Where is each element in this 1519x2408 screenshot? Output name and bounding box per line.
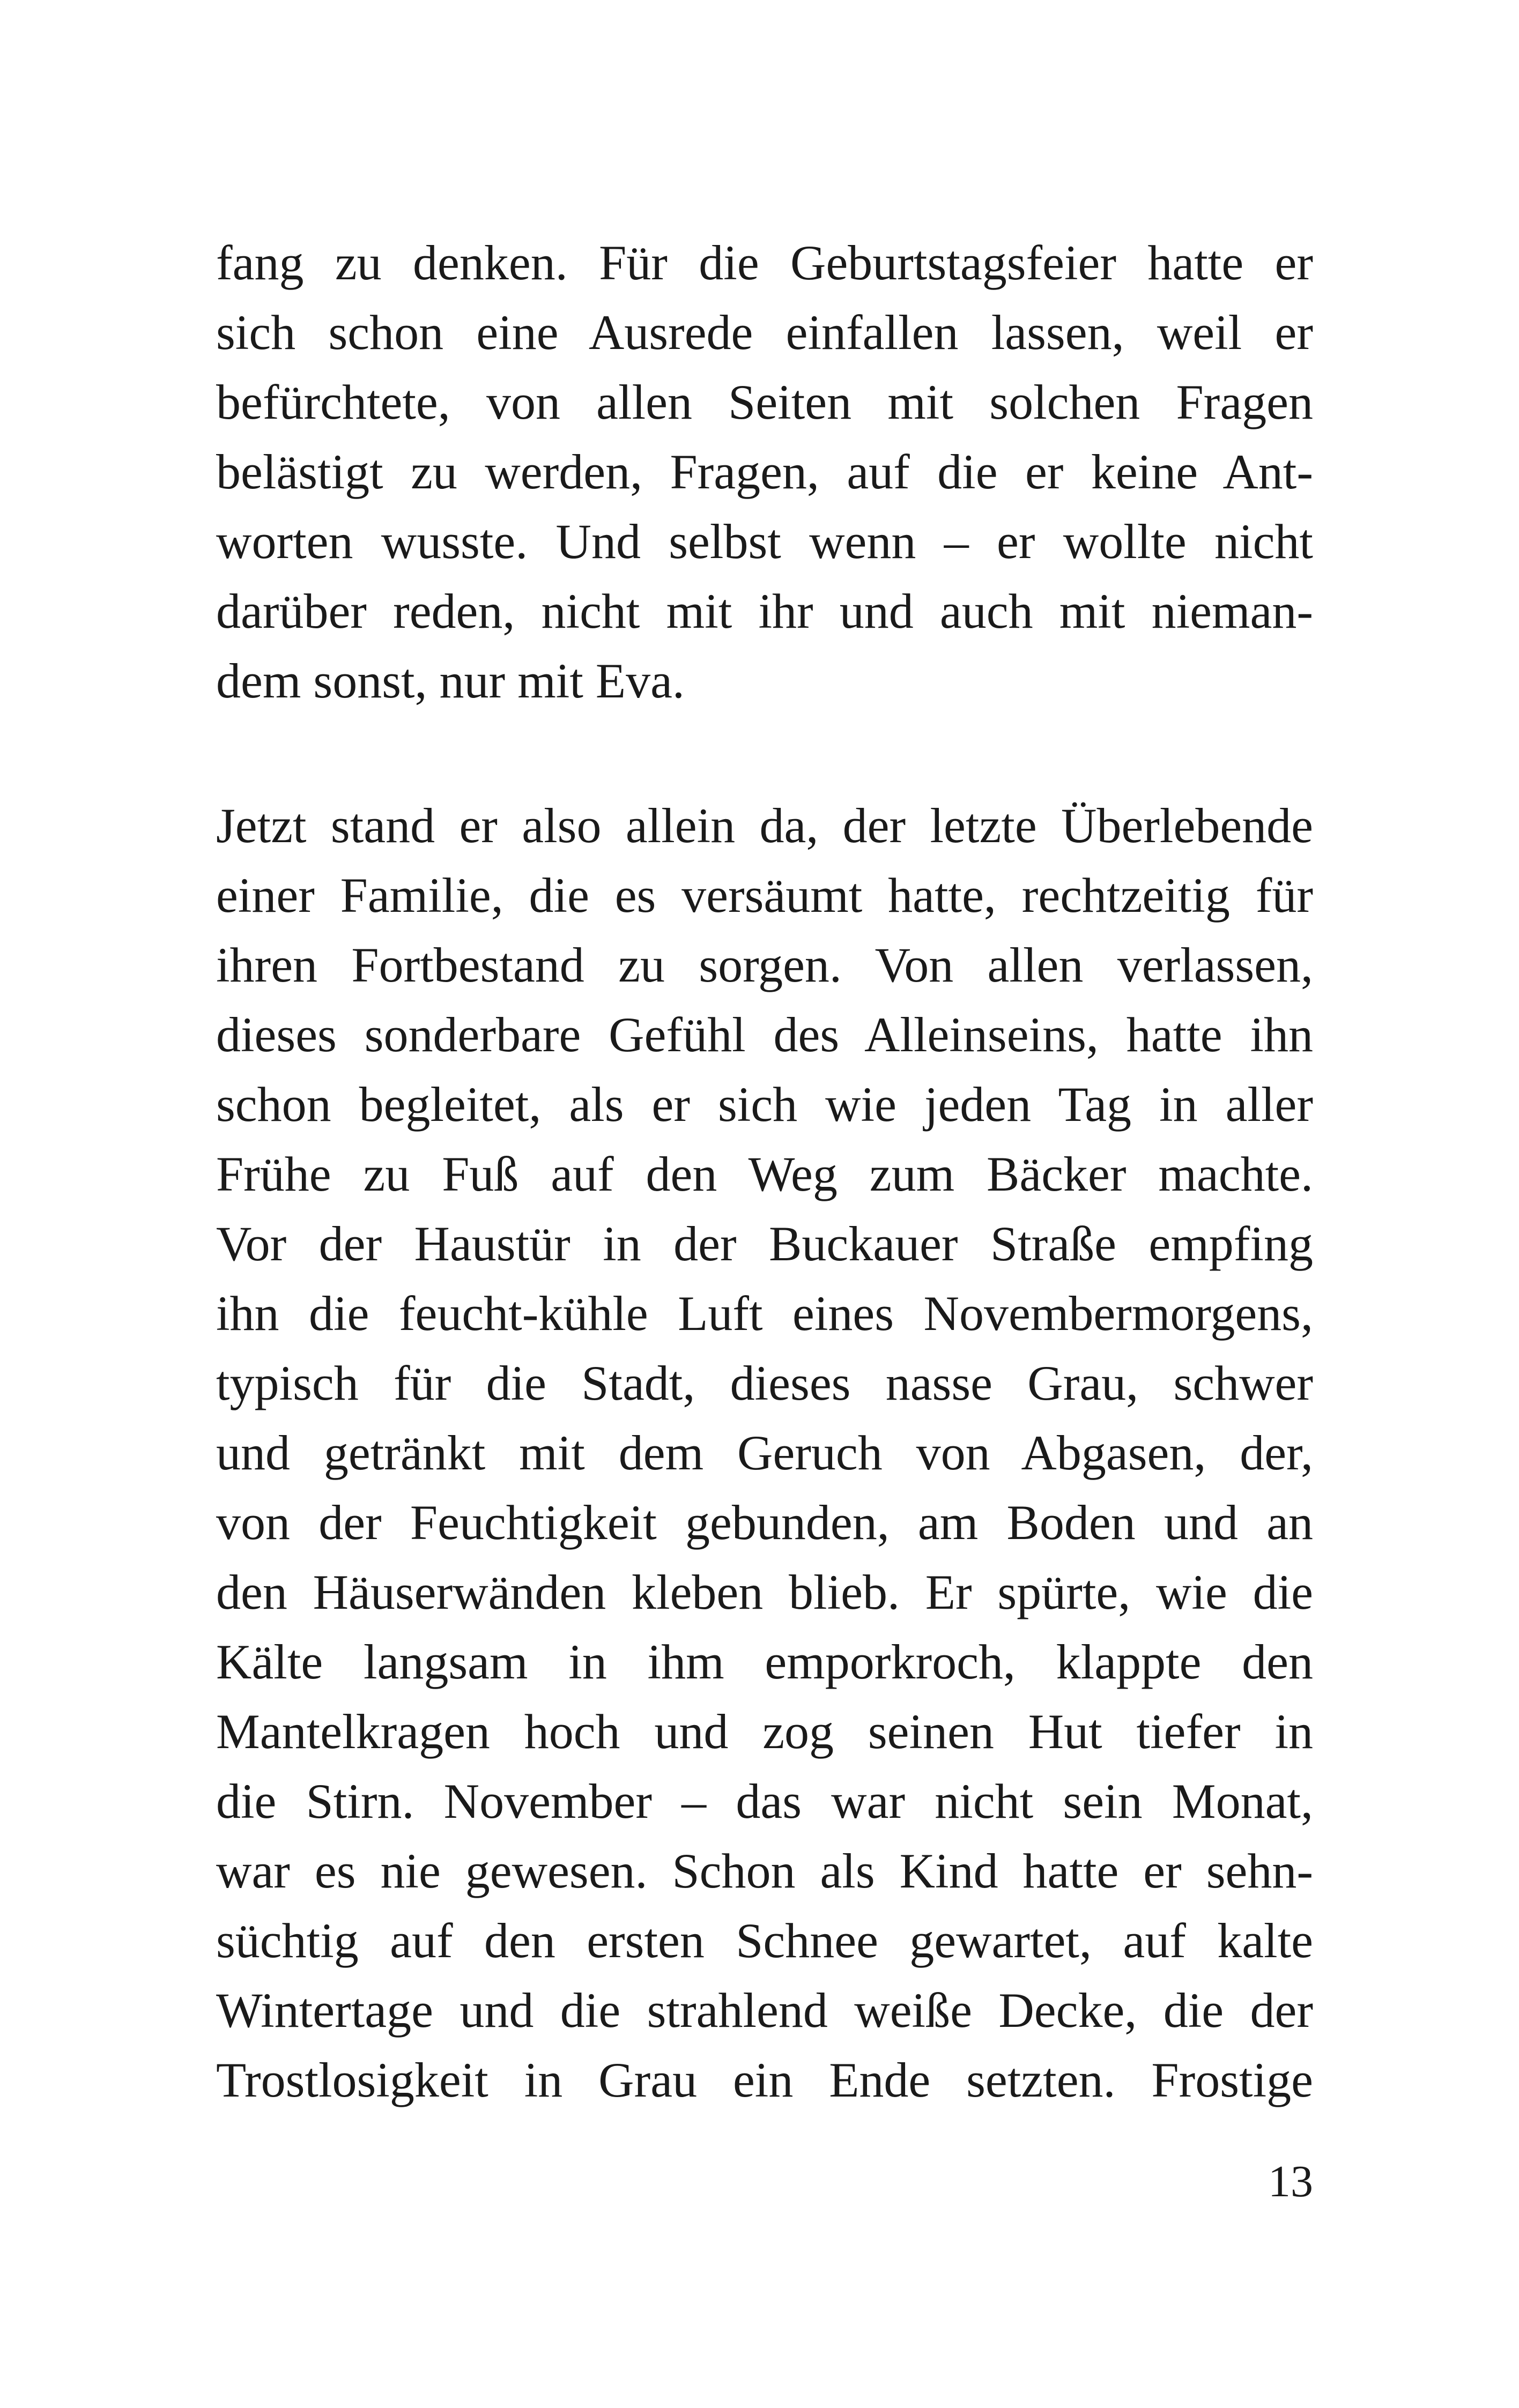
text-line: von der Feuchtigkeit gebunden, am Boden und an <box>216 1495 1313 1550</box>
text-line: Wintertage und die strahlend weiße Decke, die der <box>216 1983 1313 2038</box>
text-line: schon begleitet, als er sich wie jeden Tag in aller <box>216 1077 1313 1132</box>
text-line: einer Familie, die es versäumt hatte, rechtzeitig für <box>216 868 1313 923</box>
text-line: sich schon eine Ausrede einfallen lassen, weil er <box>216 305 1313 360</box>
text-line: worten wusste. Und selbst wenn – er wollte nicht <box>216 514 1313 569</box>
text-line: belästigt zu werden, Fragen, auf die er keine Ant- <box>216 444 1313 499</box>
text-line: ihn die feucht-kühle Luft eines Novembermorgens, <box>216 1286 1313 1341</box>
text-line: Vor der Haustür in der Buckauer Straße empfing <box>216 1216 1313 1271</box>
text-line: war es nie gewesen. Schon als Kind hatte er sehn- <box>216 1844 1313 1898</box>
text-line: Kälte langsam in ihm emporkroch, klappte den <box>216 1634 1313 1689</box>
paragraph-1 <box>216 228 1313 716</box>
text-line: dem sonst, nur mit Eva. <box>216 653 685 708</box>
text-line: süchtig auf den ersten Schnee gewartet, auf kalte <box>216 1913 1313 1968</box>
text-line: typisch für die Stadt, dieses nasse Grau, schwer <box>216 1356 1313 1410</box>
page-number: 13 <box>1268 2157 1313 2206</box>
text-line: dieses sonderbare Gefühl des Alleinseins, hatte ihn <box>216 1007 1313 1062</box>
text-line: befürchtete, von allen Seiten mit solchen Fragen <box>216 375 1313 429</box>
text-line: Trostlosigkeit in Grau ein Ende setzten. Frostige <box>216 2053 1313 2107</box>
text-line: die Stirn. November – das war nicht sein Monat, <box>216 1774 1313 1829</box>
text-line: Frühe zu Fuß auf den Weg zum Bäcker machte. <box>216 1147 1313 1201</box>
text-line: den Häuserwänden kleben blieb. Er spürte, wie die <box>216 1565 1313 1619</box>
text-line: ihren Fortbestand zu sorgen. Von allen verlassen, <box>216 938 1313 992</box>
text-line: darüber reden, nicht mit ihr und auch mit nieman- <box>216 584 1313 638</box>
text-line: Jetzt stand er also allein da, der letzte Überlebende <box>216 798 1313 853</box>
text-line: fang zu denken. Für die Geburtstagsfeier hatte er <box>216 235 1313 290</box>
paragraph-2 <box>216 791 1313 2115</box>
text-line: Mantelkragen hoch und zog seinen Hut tiefer in <box>216 1704 1313 1759</box>
text-line: und getränkt mit dem Geruch von Abgasen, der, <box>216 1425 1313 1480</box>
